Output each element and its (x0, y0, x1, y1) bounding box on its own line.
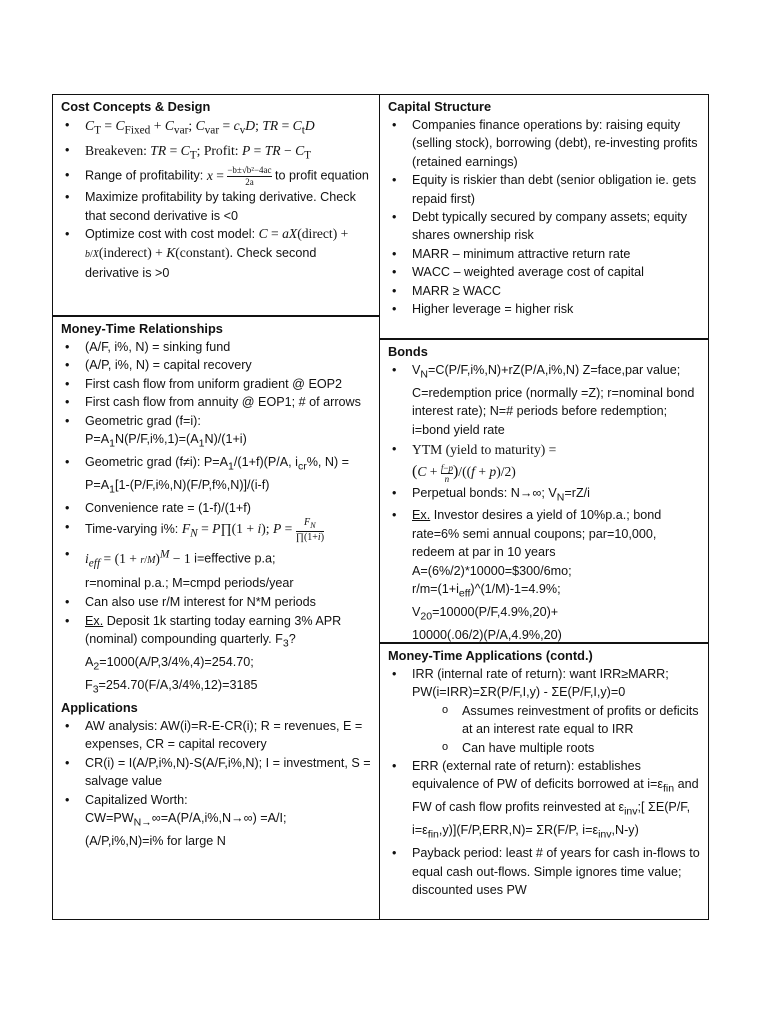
perpetual-bonds-item: • Perpetual bonds: N→∞; $V_N=rZ/i$ (388, 484, 702, 507)
deposit-example-item: • Ex. Deposit 1k starting today earning 3% APR (nominal) compounding quarterly. $F_3$? $A_2=1000(A/P,3/4\%,4)=254.70$; $F_3=254.70(F/A,3/4\%,12)=3185$ (61, 612, 373, 699)
capital-structure-title: Capital Structure (388, 99, 492, 114)
annuity-item: • First cash flow from annuity @ EOP1; # of arrows (61, 393, 373, 411)
bonds-title: Bonds (388, 344, 428, 359)
irr-roots-item: o Can have multiple roots (388, 739, 702, 757)
ytm-item: • YTM (yield to maturity) = (C + $\frac{f-p}{n}$ )/((f + p)/2) (388, 439, 702, 483)
uniform-gradient-item: • First cash flow from uniform gradient @ EOP2 (61, 375, 373, 393)
mta-title: Money-Time Applications (contd.) (388, 648, 593, 663)
err-item: • ERR (external rate of return): establishes equivalence of PW of deficits borrowed at $i=\varepsilon_{fin}$ and FW of cash flow profits reinvested at $\varepsilon_{inv}$;[ ΣE(P/F, $i=\varepsilon_{fin},y)](F/P,ERR,N)= \Sigma R(F/P$, $i=\varepsilon_{inv},N-y$) (388, 757, 702, 844)
applications-title: Applications (61, 699, 138, 715)
equity-risk-item: • Equity is riskier than debt (senior obligation ie. gets repaid first) (388, 171, 702, 208)
capital-structure-box (379, 94, 709, 339)
finance-item: • Companies finance operations by: raising equity (selling stock), borrowing (debt), re-investing profits (retained earnings) (388, 116, 702, 171)
sinking-fund-item: • (A/F, i%, N) = sinking fund (61, 338, 373, 356)
cost-concepts-box (52, 94, 380, 316)
marr-item: • MARR – minimum attractive return rate (388, 245, 702, 263)
irr-reinvest-item: o Assumes reinvestment of profits or deficits at an interest rate equal to IRR (388, 702, 702, 739)
bond-example-item: • Ex. Investor desires a yield of 10%p.a.; bond rate=6% semi annual coupons; par=10,000, redeem at par in 10 years A=(6%/2)*10000=$300/6mo; $r/m=(1+i_{eff})\^{}(1/M)-1=4.9\%$; $V_{20}=10000(P/F,4.9\%,20)+$ 10000(.06/2)(P/A,4.9%,20) (388, 506, 702, 644)
payback-item: • Payback period: least # of years for cash in-flows to equal cash out-flows. Simple ignores time value; discounted uses PW (388, 844, 702, 899)
money-time-box (52, 316, 380, 920)
money-time-title: Money-Time Relationships (61, 321, 223, 336)
rm-interest-item: • Can also use r/M interest for N*M periods (61, 593, 373, 611)
geometric-unequal-item: • Geometric grad (f≠i): $P=A_1/(1+f)(P/A$, $i_{cr}\%$, $N) = P=A_1[1-(P/F,i\%,N)(F/P,f\%,N)]/(i-f)$ (61, 453, 373, 499)
cr-formula-item: • CR(i) = I(A/P,i%,N)-S(A/F,i%,N); I = investment, S = salvage value (61, 754, 373, 791)
maximize-profit-item: • Maximize profitability by taking derivative. Check that second derivative is <0 (61, 188, 373, 225)
cost-formula-item: • $C_T = C_{Fixed} + C_{var}$; $C_{var} = c_vD$; TR = $C_tD$ (61, 116, 373, 141)
bond-value-item: • $V_N=C(P/F,i\%,N)+rZ(P/A,i\%,N)$ Z=face,par value; C=redemption price (normally =Z); r=nominal bond interest rate); N=# periods before redemption; i=bond yield rate (388, 361, 702, 439)
aw-analysis-item: • AW analysis: AW(i)=R-E-CR(i); R = revenues, E = expenses, CR = capital recovery (61, 717, 373, 754)
irr-item: • IRR (internal rate of return): want IRR≥MARR; PW(i=IRR)=ΣR(P/F,I,y) - ΣE(P/F,I,y)=0 o Assumes reinvestment of profits or deficits at an interest rate equal to IRR o Can have multiple roots (388, 665, 702, 757)
profitability-range-item: • Range of profitability: x = $\frac{\text{−b±√b²−4ac}}{2a}$ to profit equation (61, 165, 373, 188)
geometric-equal-item: • Geometric grad (f=i): $P=A_1N(P/F,i\%,1)=(A_1N)/(1+i)$ (61, 412, 373, 453)
time-varying-item: • Time-varying i%: $F_N$ = P∏(1 + i); P = $\frac{F_N}{\prod(1+i)}$ (61, 517, 373, 544)
mta-box (379, 643, 709, 920)
leverage-item: • Higher leverage = higher risk (388, 300, 702, 318)
optimize-cost-item: • Optimize cost with cost model: C = aX(direct) + b/X(inderect) + K(constant). Check second derivative is >0 (61, 225, 373, 282)
debt-secured-item: • Debt typically secured by company assets; equity shares ownership risk (388, 208, 702, 245)
capital-recovery-item: • (A/P, i%, N) = capital recovery (61, 356, 373, 374)
capitalized-worth-item: • Capitalized Worth: $CW=PW_{N\to}\infty=A(P/A,i\%,N\to\infty) =A/I$; (A/P,i%,N)=i% for large N (61, 791, 373, 851)
breakeven-item: • Breakeven: TR = $C_T$; Profit: P = TR − $C_T$ (61, 141, 373, 166)
convenience-rate-item: • Convenience rate = (1-f)/(1+f) (61, 499, 373, 517)
marr-wacc-item: • MARR ≥ WACC (388, 282, 702, 300)
wacc-item: • WACC – weighted average cost of capital (388, 263, 702, 281)
effective-rate-item: • $i_{eff} = (1 + r/M)^M - 1$ i=effective p.a; r=nominal p.a.; M=cmpd periods/year (61, 544, 373, 593)
bonds-box (379, 339, 709, 643)
cost-concepts-title: Cost Concepts & Design (61, 99, 211, 114)
